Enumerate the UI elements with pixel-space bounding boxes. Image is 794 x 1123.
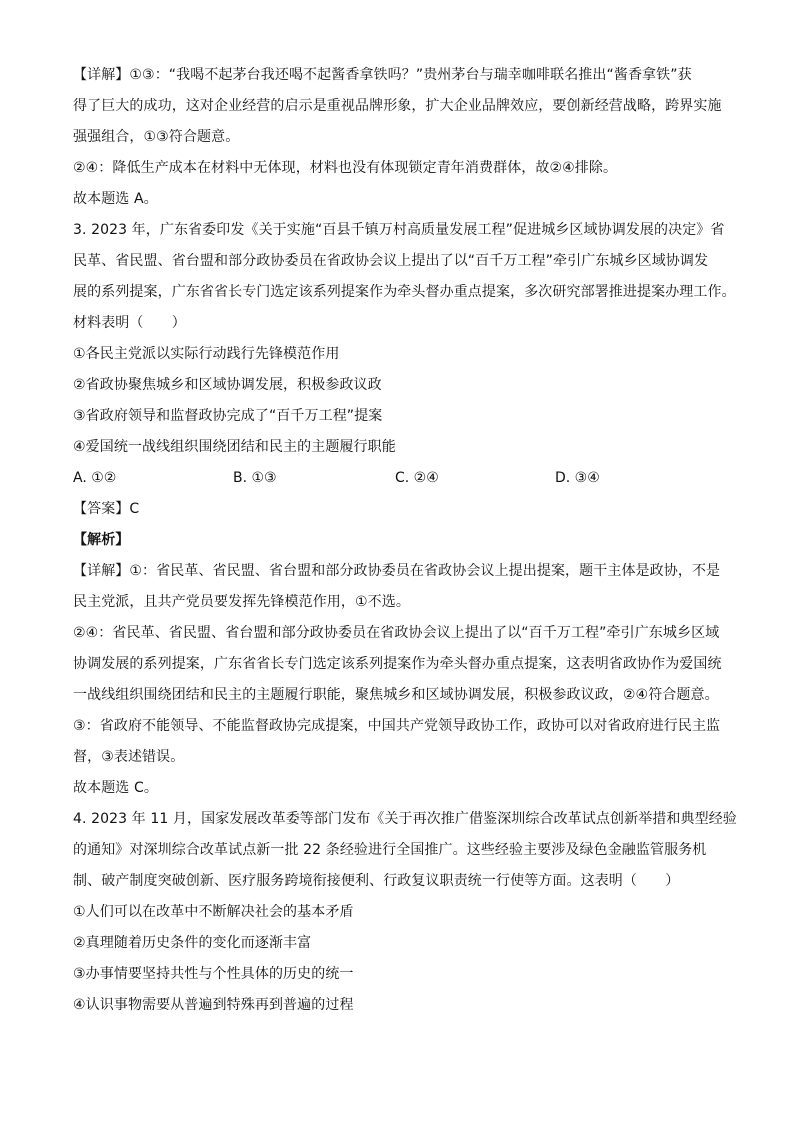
q3-item-3: ③省政府领导和监督政协完成了“百千万工程”提案 (73, 408, 383, 424)
q3-answer: 【答案】C (73, 501, 140, 517)
q3-option-d: D. ③④ (555, 470, 600, 486)
q2-detail-line-4: ②④：降低生产成本在材料中无体现，材料也没有体现锁定青年消费群体，故②④排除。 (73, 160, 618, 176)
q4-item-2: ②真理随着历史条件的变化而逐渐丰富 (73, 935, 312, 951)
q4-stem-line-1: 4. 2023 年 11 月，国家发展改革委等部门发布《关于再次推广借鉴深圳综合改革试点创新举措和典型经验 (73, 811, 737, 827)
q3-explanation-line-7: 督，③表述错误。 (73, 749, 185, 765)
q2-detail-line-3: 强强组合，①③符合题意。 (73, 129, 240, 145)
q4-item-1: ①人们可以在改革中不断解决社会的基本矛盾 (73, 904, 354, 920)
q3-stem-line-2: 民革、省民盟、省台盟和部分政协委员在省政协会议上提出了以“百千万工程”牵引广东城乡区域协调发 (73, 253, 709, 269)
q3-item-4: ④爱国统一战线组织围绕团结和民主的主题履行职能 (73, 439, 396, 455)
q3-explanation-line-6: ③：省政府不能领导、不能监督政协完成提案，中国共产党领导政协工作，政协可以对省政府进行民主监 (73, 718, 721, 734)
q4-item-4: ④认识事物需要从普遍到特殊再到普遍的过程 (73, 997, 354, 1013)
question-4 (73, 804, 737, 1021)
q3-explanation-line-3: ②④：省民革、省民盟、省台盟和部分政协委员在省政协会议上提出了以“百千万工程”牵引广东城乡区域 (73, 625, 720, 641)
q3-item-2: ②省政协聚焦城乡和区域协调发展，积极参政议政 (73, 377, 382, 393)
q2-explanation (73, 60, 733, 215)
q3-explanation-line-1: 【详解】①：省民革、省民盟、省台盟和部分政协委员在省政协会议上提出提案，题干主体是政协，不是 (73, 563, 721, 579)
document-page (73, 60, 737, 1021)
q2-detail-line-2: 得了巨大的成功，这对企业经营的启示是重视品牌形象，扩大企业品牌效应，要创新经营战略，跨界实施 (73, 98, 722, 114)
q3-stem-line-4: 材料表明（ ） (73, 315, 186, 331)
question-3 (73, 215, 736, 804)
q3-option-a: A. ①② (73, 470, 117, 486)
q3-option-b: B. ①③ (233, 470, 277, 486)
q2-conclusion: 故本题选 A。 (73, 191, 158, 207)
q3-option-c: C. ②④ (395, 470, 439, 486)
q3-item-1: ①各民主党派以实际行动践行先锋模范作用 (73, 346, 340, 362)
q2-detail-line-1: 【详解】①③：“我喝不起茅台我还喝不起酱香拿铁吗？”贵州茅台与瑞幸咖啡联名推出“酱香拿铁”获 (73, 67, 692, 83)
q4-stem-line-3: 制、破产制度突破创新、医疗服务跨境衔接便利、行政复议职责统一行使等方面。这表明（ ） (73, 873, 680, 889)
q3-analysis-label: 【解析】 (73, 532, 130, 548)
q3-explanation-line-5: 一战线组织围绕团结和民主的主题履行职能，聚焦城乡和区域协调发展，积极参政议政，②④符合题意。 (73, 687, 719, 703)
q3-stem-line-3: 展的系列提案，广东省省长专门选定该系列提案作为牵头督办重点提案，多次研究部署推进提案办理工作。 (73, 284, 736, 300)
q4-stem-line-2: 的通知》对深圳综合改革试点新一批 22 条经验进行全国推广。这些经验主要涉及绿色金融监管服务机 (73, 842, 707, 858)
q3-stem-line-1: 3. 2023 年，广东省委印发《关于实施“百县千镇万村高质量发展工程”促进城乡区域协调发展的决定》省 (73, 222, 725, 238)
q3-explanation-line-2: 民主党派，且共产党员要发挥先锋模范作用，①不选。 (73, 594, 410, 610)
q3-explanation-line-4: 协调发展的系列提案，广东省省长专门选定该系列提案作为牵头督办重点提案，这表明省政协作为爱国统 (73, 656, 722, 672)
q4-item-3: ③办事情要坚持共性与个性具体的历史的统一 (73, 966, 354, 982)
q3-conclusion: 故本题选 C。 (73, 780, 158, 796)
q3-options (73, 463, 733, 494)
